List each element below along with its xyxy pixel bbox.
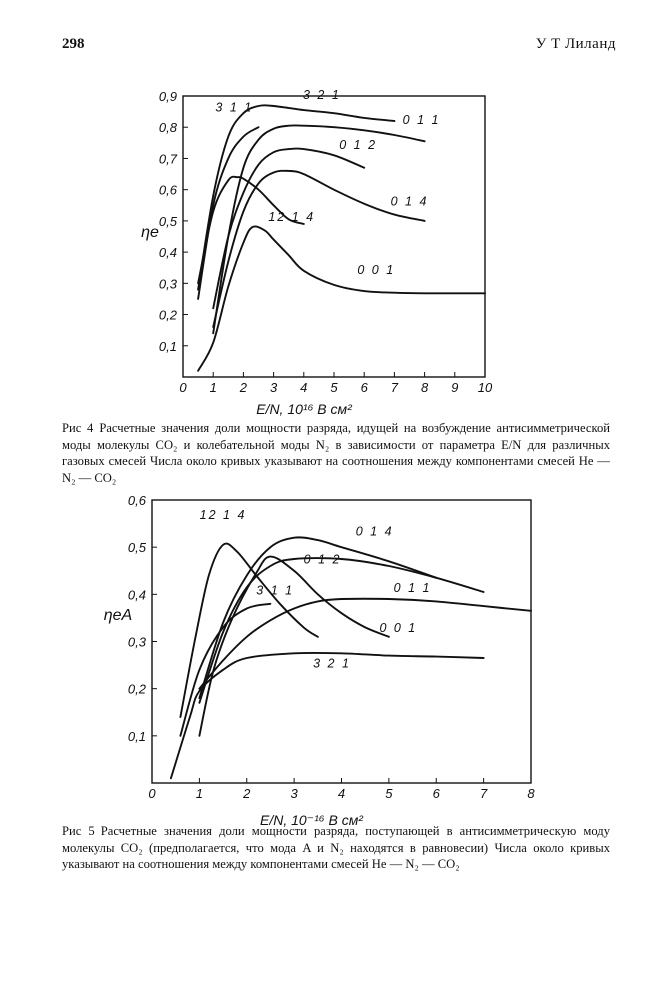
fig5-x-tick-label: 4 — [337, 786, 346, 801]
page-number: 298 — [62, 36, 85, 52]
fig4-curve-label-3-2-1: 3 2 1 — [303, 88, 341, 103]
fig5-y-tick-label: 0,4 — [127, 587, 146, 603]
fig4-x-tick-label: 0 — [179, 380, 187, 395]
fig5-curve-label-3-2-1: 3 2 1 — [313, 656, 351, 671]
fig4-y-tick-label: 0,9 — [158, 89, 177, 104]
fig4-curve-label-0-1-1: 0 1 1 — [402, 113, 441, 128]
figure-4-caption-label: Рис 4 — [62, 421, 94, 435]
fig4-curve-label-12-1-4: 12 1 4 — [268, 209, 316, 224]
fig5-x-tick-label: 0 — [148, 786, 156, 801]
figure-4-caption — [62, 420, 610, 486]
fig5-curve-label-3-1-1: 3 1 1 — [256, 583, 295, 598]
fig4-y-tick-label: 0,2 — [158, 307, 177, 323]
fig4-y-tick-label: 0,7 — [158, 151, 177, 167]
fig5-x-tick-label: 8 — [527, 786, 535, 801]
fig5-x-tick-label: 1 — [195, 786, 203, 801]
fig4-y-tick-label: 0,8 — [158, 120, 177, 136]
fig4-x-tick-label: 1 — [209, 380, 217, 395]
fig5-x-tick-label: 6 — [432, 786, 440, 801]
fig4-curve-label-3-1-1: 3 1 1 — [215, 100, 254, 115]
fig5-y-tick-label: 0,1 — [127, 728, 146, 744]
fig5-curve-3-1-1 — [180, 604, 270, 736]
fig5-curve-label-0-1-2: 0 1 2 — [303, 552, 342, 567]
fig5-x-tick-label: 7 — [480, 786, 488, 801]
fig4-x-tick-label: 10 — [477, 380, 493, 395]
figure-5-caption-label: Рис 5 — [62, 824, 95, 838]
fig4-y-tick-label: 0,5 — [158, 213, 177, 229]
fig4-x-tick-label: 6 — [360, 380, 368, 395]
fig4-x-tick-label: 3 — [269, 380, 278, 395]
fig4-x-axis-label: E/N, 10¹⁶ В см² — [256, 401, 352, 417]
fig5-curve-0-1-1 — [199, 599, 531, 689]
fig4-curve-label-0-1-2: 0 1 2 — [339, 138, 378, 153]
fig5-y-tick-label: 0,2 — [127, 681, 146, 697]
fig5-x-axis-label: E/N, 10⁻¹⁶ В см² — [260, 812, 363, 828]
fig5-curve-label-0-0-1: 0 0 1 — [379, 621, 418, 636]
fig4-curve-label-0-0-1: 0 0 1 — [357, 262, 396, 277]
fig5-curve-3-2-1 — [171, 653, 484, 778]
figure-5-caption-text: Расчетные значения доли мощности разряда, поступающей в антисимметрическую моду молекулы CO₂ (предполагается, что мода A и N₂ находятся в равновесии) Числа около кривых указывают на соотношения между компонентами смесей He — N₂ — CO₂ — [62, 824, 610, 871]
fig5-curve-label-0-1-4: 0 1 4 — [355, 524, 394, 539]
fig4-curve-label-0-1-4: 0 1 4 — [390, 194, 429, 209]
fig4-y-axis-label: ηe — [141, 224, 159, 241]
figure-4-caption-text: Расчетные значения доли мощности разряда, идущей на возбуждение антисимметрической моды молекулы CO₂ и колебательной моды N₂ в зависимости от параметра E/N для различных газовых смесей Числа около кривых указывают на соотношения между компонентами смесей He — N₂ — CO₂ — [62, 421, 610, 485]
fig4-x-tick-label: 4 — [300, 380, 308, 395]
fig4-x-tick-label: 8 — [420, 380, 429, 395]
fig5-y-tick-label: 0,6 — [127, 493, 146, 508]
fig5-plot-frame — [152, 500, 531, 783]
running-header-author: У Т Лиланд — [535, 36, 616, 52]
fig4-x-tick-label: 9 — [451, 380, 459, 395]
fig5-curve-label-12-1-4: 12 1 4 — [199, 507, 247, 522]
fig4-x-tick-label: 5 — [330, 380, 338, 395]
fig5-x-tick-label: 3 — [290, 786, 298, 801]
fig5-curve-label-0-1-1: 0 1 1 — [393, 580, 432, 595]
fig4-y-tick-label: 0,1 — [158, 338, 177, 354]
fig5-x-tick-label: 2 — [243, 786, 251, 801]
fig5-y-tick-label: 0,3 — [127, 634, 146, 650]
fig5-curve-0-1-2 — [199, 558, 483, 703]
fig4-y-tick-label: 0,4 — [158, 245, 177, 261]
fig4-y-tick-label: 0,6 — [158, 182, 177, 198]
figure-5-caption — [62, 823, 610, 873]
fig4-x-tick-label: 7 — [390, 380, 399, 395]
fig4-y-tick-label: 0,3 — [158, 276, 177, 292]
fig5-x-tick-label: 5 — [385, 786, 393, 801]
fig5-y-tick-label: 0,5 — [127, 540, 146, 556]
fig5-curve-0-0-1 — [199, 557, 389, 736]
fig4-x-tick-label: 2 — [239, 380, 248, 395]
fig5-y-axis-label: ηeA — [103, 607, 133, 624]
